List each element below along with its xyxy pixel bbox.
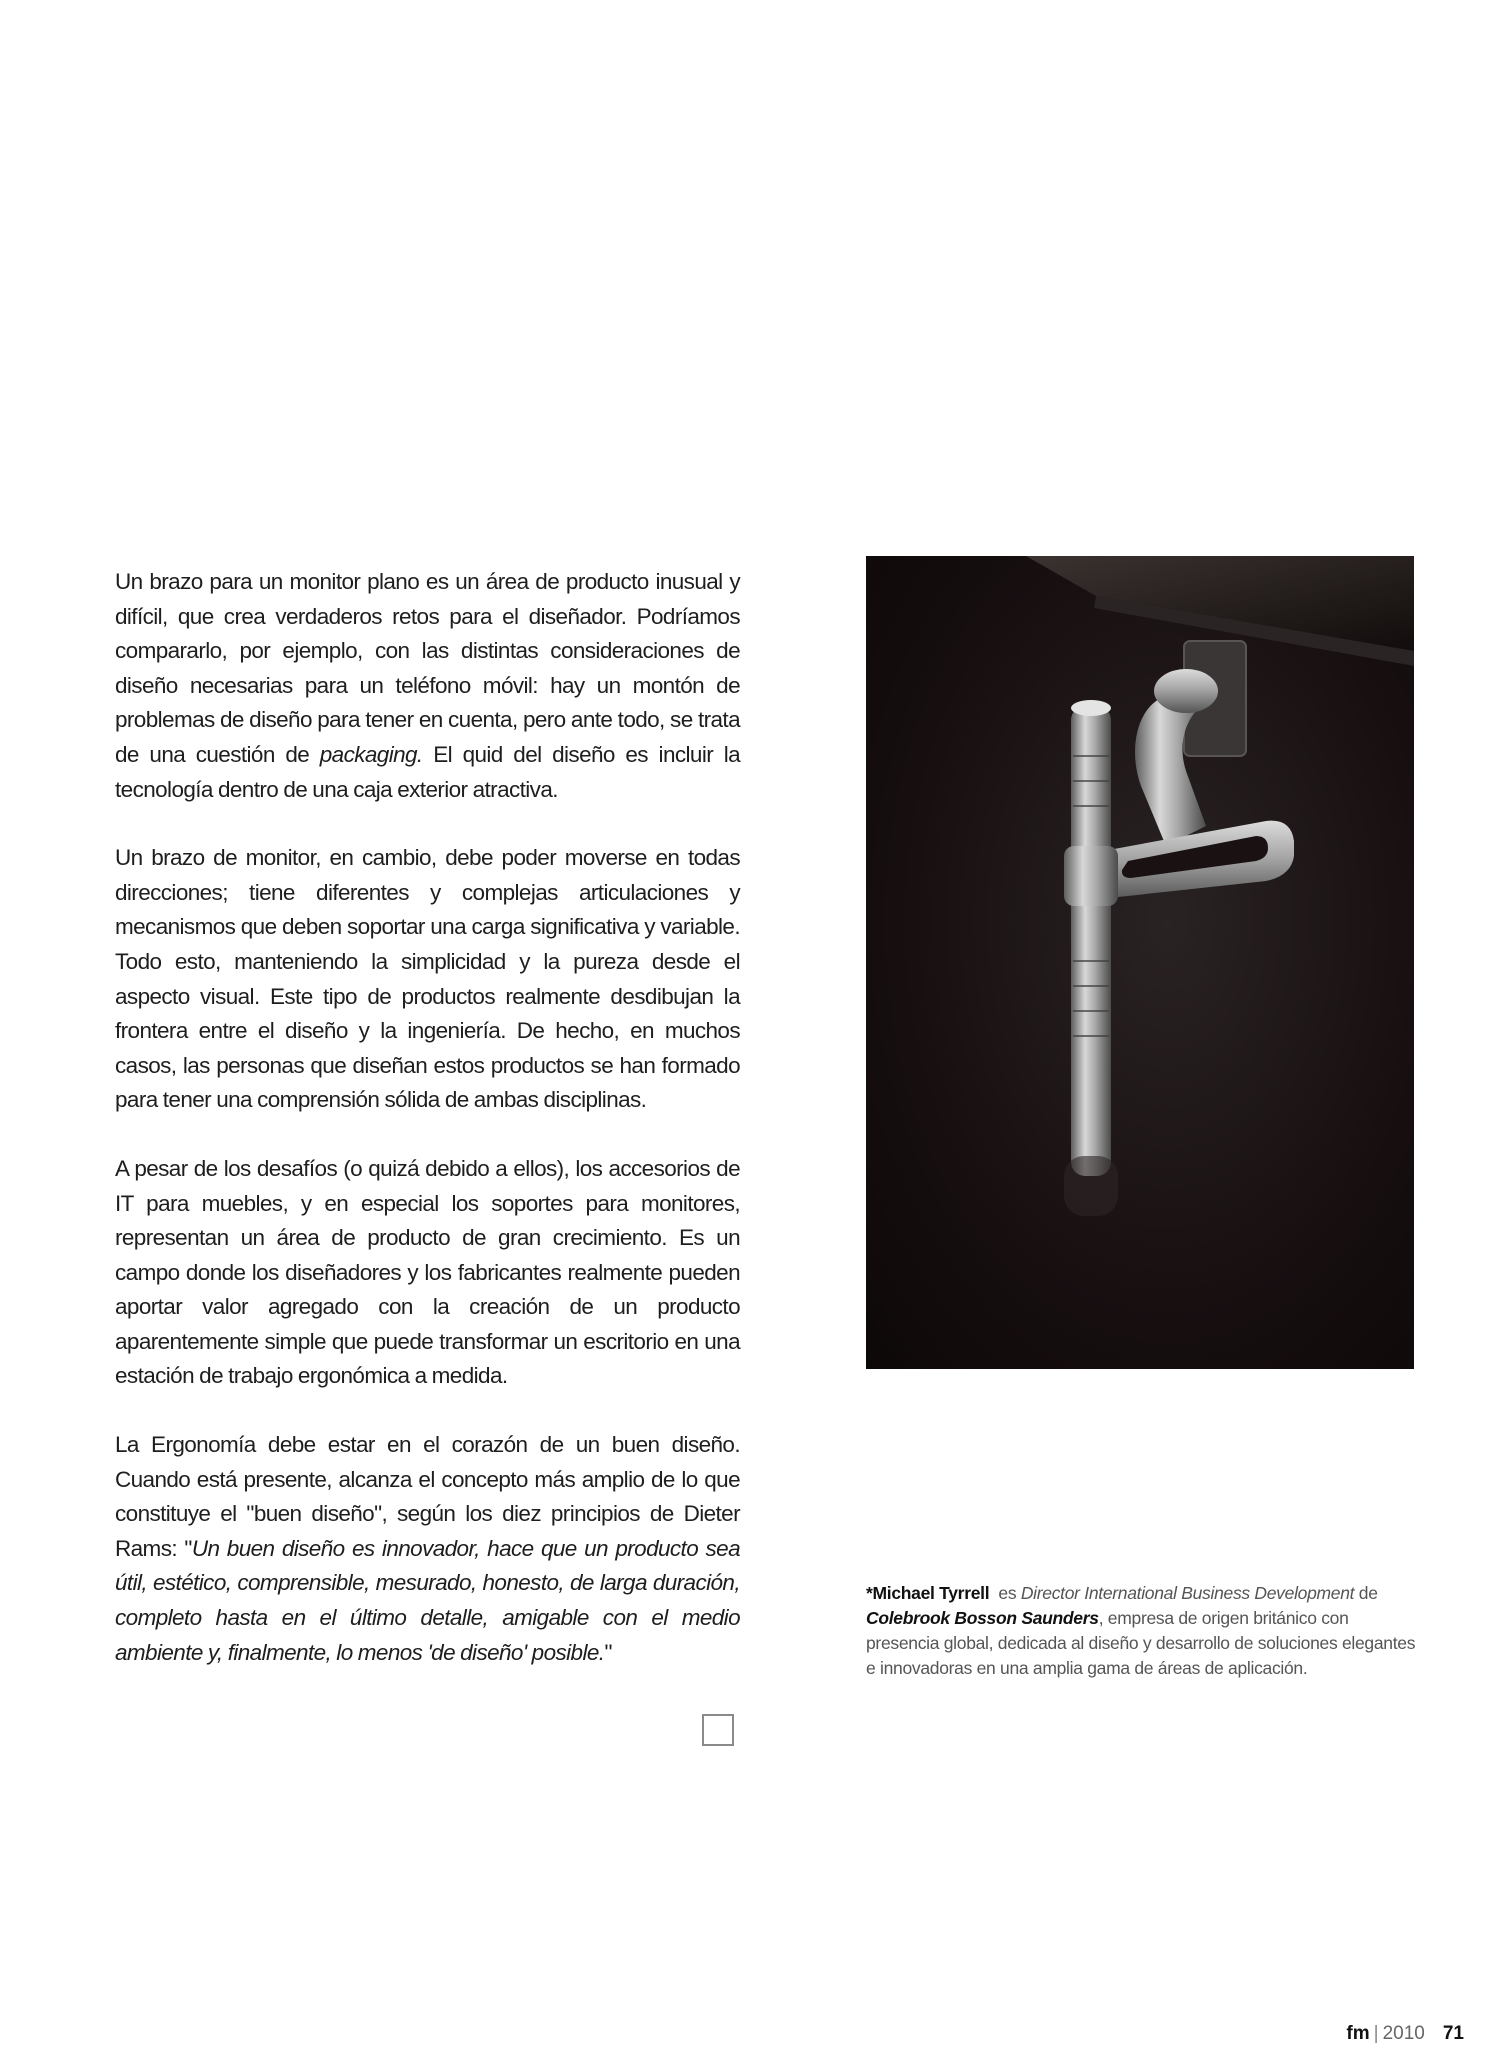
upper-pivot [1154,669,1218,713]
author-bio [866,1581,1426,1681]
post-collar [1064,846,1118,906]
footer-separator: | [1373,2023,1379,2044]
page-number: 71 [1442,2023,1464,2044]
rams-quote: Un buen diseño es innovador, hace que un producto sea útil, estético, comprensible, mesurado, honesto, de larga duración, completo hasta en el último detalle, amigable con el medio ambiente y, finalmente, lo menos 'de diseño' posible. [115,1535,741,1665]
paragraph-4-text: La Ergonomía debe estar en el corazón de un buen diseño. Cuando está presente, alcanza el concepto más amplio de lo que constituye el "buen diseño", según los diez principios de Dieter Rams: " [115,1432,740,1561]
paragraph-1-text: Un brazo para un monitor plano es un área de producto inusual y difícil, que crea verdaderos retos para el diseñador. Podríamos compararlo, por ejemplo, con las distintas consideraciones de diseño necesarias para un teléfono móvil: hay un montón de problemas de diseño para tener en cuenta, pero ante todo, se trata de una cuestión de [115,569,740,767]
vertical-post [1071,706,1111,1176]
paragraph-3: A pesar de los desafíos (o quizá debido a ellos), los accesorios de IT para muebles, y en especial los soportes para monitores, representan un área de producto de gran crecimiento. Es un campo donde los diseñadores y los fabricantes realmente pueden aportar valor agregado con la creación de un producto aparentemente simple que puede transformar un escritorio en una estación de trabajo ergonómica a medida. [115,1155,740,1389]
author-name: *Michael Tyrrell [866,1583,990,1603]
paragraph-1 [115,565,740,807]
paragraph-2: Un brazo de monitor, en cambio, debe poder moverse en todas direcciones; tiene diferentes y complejas articulaciones y mecanismos que deben soportar una carga significativa y variable. Todo esto, manteniendo la simplicidad y la pureza desde el aspecto visual. Este tipo de productos realmente desdibujan la frontera entre el diseño y la ingeniería. De hecho, en muchos casos, las personas que diseñan estos productos se han formado para tener una comprensión sólida de ambas disciplinas. [115,845,740,1113]
author-role: Director International Business Development [1020,1583,1355,1603]
author-role-prefix: es [998,1583,1017,1603]
author-of: de [1358,1583,1378,1603]
page-footer [1346,2023,1464,2045]
paragraph-4-end: " [604,1639,612,1665]
desk-edge-shape [1026,556,1414,651]
issue-year: 2010 [1382,2023,1425,2044]
paragraph-1-end: El quid del diseño es incluir la tecnología dentro de una caja exterior atractiva. [115,741,741,802]
packaging-term: packaging. [319,741,423,767]
author-company: Colebrook Bosson Saunders [866,1608,1099,1628]
paragraph-4 [115,1428,740,1670]
author-bio-rest: , empresa de origen británico con presencia global, dedicada al diseño y desarrollo de soluciones elegantes e innovadoras en una amplia gama de áreas de aplicación. [866,1608,1416,1678]
post-reflection [1064,1156,1118,1216]
monitor-arm-photo [866,556,1414,1369]
article-body [115,565,740,1704]
monitor-arm-illustration [866,556,1414,1369]
post-cap [1071,700,1111,716]
end-of-article-mark [702,1714,734,1746]
magazine-name: fm [1346,2023,1370,2044]
